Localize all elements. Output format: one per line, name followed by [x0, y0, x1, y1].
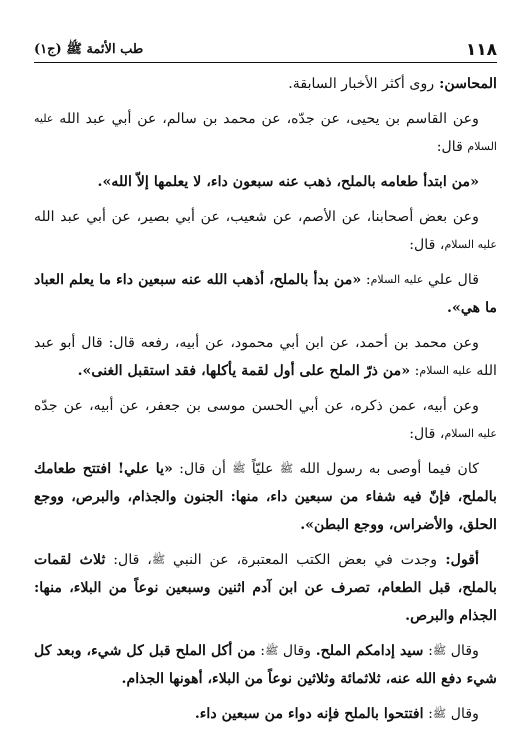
- bold-text: «من ابتدأ طعامه بالملح، ذهب عنه سبعون داء، لا يعلمها إلاّ الله».: [97, 174, 479, 190]
- bold-text: أقول:: [437, 552, 480, 568]
- text: وقال: [446, 706, 479, 722]
- text: :: [361, 272, 371, 288]
- bold-text: سيد إدامكم الملح.: [315, 643, 424, 659]
- text: عليّاً: [245, 461, 280, 477]
- paragraph: [34, 637, 497, 693]
- honorific: ﷺ: [432, 644, 447, 657]
- paragraph: [34, 266, 497, 322]
- paragraph: [34, 700, 497, 728]
- paragraph: [34, 392, 497, 448]
- honorific: ﷺ: [151, 553, 166, 566]
- bold-text: المحاسن:: [434, 76, 497, 92]
- text: قال:: [436, 139, 468, 155]
- paragraph: [34, 105, 497, 161]
- bold-text: «من بدأ بالملح، أذهب الله عنه سبعين داء ما يعلم العباد ما هي».: [34, 272, 497, 316]
- page-header: [34, 34, 497, 63]
- text: قال علي: [423, 272, 480, 288]
- bold-text: افتتحوا بالملح فإنه دواء من سبعين داء.: [194, 706, 424, 722]
- text: :: [255, 643, 266, 659]
- text: ، قال:: [105, 552, 152, 568]
- paragraph: [34, 203, 497, 259]
- honorific: عليه السلام: [444, 427, 497, 440]
- text: وعن محمد بن أحمد، عن ابن أبي محمود، عن أبيه، رفعه قال: قال أبو عبد الله: [34, 335, 497, 379]
- paragraph: [34, 168, 497, 196]
- paragraph: [34, 70, 497, 98]
- text: ، قال:: [409, 426, 445, 442]
- text: روى أكثر الأخبار السابقة.: [288, 76, 435, 92]
- honorific: عليه السلام: [419, 364, 472, 377]
- text: وعن القاسم بن يحيى، عن جدّه، عن محمد بن سالم، عن أبي عبد الله: [53, 111, 479, 127]
- bold-text: ثلاث لقمات بالملح، قبل الطعام، تصرف عن ابن آدم اثنين وسبعين نوعاً من البلاء، منها: الجذام والبرص.: [34, 552, 497, 624]
- honorific: ﷺ: [265, 644, 279, 657]
- honorific: ﷺ: [279, 462, 294, 475]
- text: :: [410, 363, 420, 379]
- text: وقال: [278, 643, 316, 659]
- honorific: ﷺ: [432, 707, 447, 720]
- paragraph: [34, 329, 497, 385]
- text: :: [423, 643, 433, 659]
- text: :: [423, 706, 433, 722]
- paragraph: [34, 455, 497, 539]
- honorific: عليه السلام: [34, 112, 497, 153]
- honorific: ﷺ: [232, 462, 246, 475]
- page-body: [34, 70, 497, 735]
- running-title: طب الأئمة ﷺ (ج١): [34, 42, 144, 57]
- page-number: ١١٨: [465, 40, 497, 60]
- paragraph: [34, 546, 497, 630]
- bold-text: «من ذرّ الملح على أول لقمة يأكلها، فقد استقبل الغنى».: [77, 363, 411, 379]
- bold-text: «يا علي! افتتح طعامك بالملح، فإنّ فيه شفاء من سبعين داء، منها: الجنون والجذام، والبرص، ووجع الحلق، والأضراس، ووجع البطن».: [34, 461, 497, 533]
- honorific: عليه السلام: [370, 273, 424, 286]
- text: وقال: [446, 643, 479, 659]
- text: أن قال:: [172, 461, 233, 477]
- text: وعن بعض أصحابنا، عن الأصم، عن شعيب، عن أبي بصير، عن أبي عبد الله: [34, 209, 479, 225]
- honorific: عليه السلام: [444, 238, 497, 251]
- text: وعن أبيه، عمن ذكره، عن أبي الحسن موسى بن جعفر، عن أبيه، عن جدّه: [34, 398, 479, 414]
- bold-text: من أكل الملح قبل كل شيء، وبعد كل شيء دفع الله عنه، ثلاثمائة وثلاثين نوعاً من البلاء، أهونها الجذام.: [34, 643, 497, 687]
- text: وجدت في بعض الكتب المعتبرة، عن النبي: [165, 552, 438, 568]
- text: كان فيما أوصى به رسول الله: [293, 461, 479, 477]
- text: ، قال:: [409, 237, 445, 253]
